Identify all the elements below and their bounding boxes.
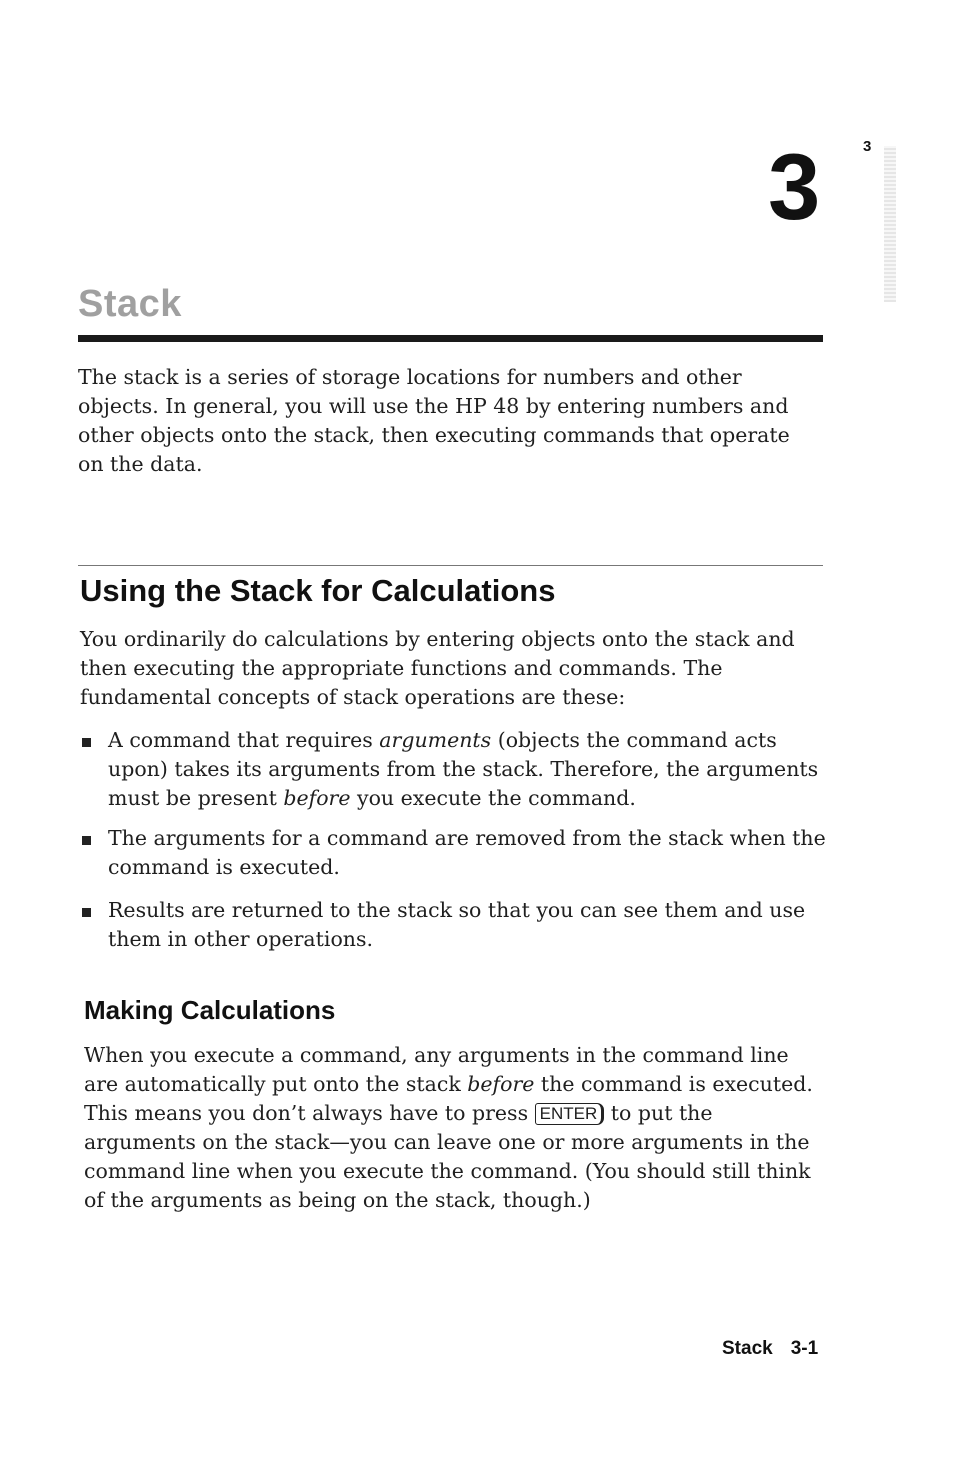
bullet-text: The arguments for a command are removed from the stack when the command is executed.	[108, 826, 826, 879]
emphasis: before	[283, 786, 351, 810]
section-heading: Using the Stack for Calculations	[80, 573, 556, 608]
subsection-body: When you execute a command, any arguments in the command line are automatically put onto the stack before the command is executed. This means you don’t always have to press ENTER to put the arguments on the stack—you can leave one or more arguments in the command line when you execute the command. (You should still think of the arguments as being on the stack, though.)	[84, 1043, 813, 1212]
chapter-number: 3	[768, 134, 821, 239]
bullet-square-icon	[82, 738, 91, 747]
chapter-intro: The stack is a series of storage locations for numbers and other objects. In general, you will use the HP 48 by entering numbers and other objects onto the stack, then executing commands that operate on the data.	[78, 365, 790, 476]
chapter-tab-number: 3	[863, 138, 872, 155]
chapter-title: Stack	[78, 283, 182, 325]
title-rule	[78, 335, 823, 342]
emphasis: before	[467, 1072, 535, 1096]
bullet-square-icon	[82, 836, 91, 845]
page-footer	[722, 1338, 818, 1360]
bullet-square-icon	[82, 908, 91, 917]
footer-page-number: 3-1	[790, 1338, 819, 1359]
section-intro: You ordinarily do calculations by entering objects onto the stack and then executing the appropriate functions and commands. The fundamental concepts of stack operations are these:	[80, 627, 795, 709]
bullet-text: A command that requires arguments (objects the command acts upon) takes its arguments from the stack. Therefore, the arguments must be present before you execute the command.	[108, 728, 819, 810]
chapter-tab-strip	[884, 146, 896, 302]
enter-key-label: ENTER	[535, 1103, 605, 1125]
subsection-heading: Making Calculations	[84, 995, 336, 1025]
section-rule	[78, 565, 823, 566]
bullet-text: Results are returned to the stack so that you can see them and use them in other operations.	[108, 898, 806, 951]
footer-section-name: Stack	[722, 1338, 773, 1359]
emphasis: arguments	[379, 728, 492, 752]
